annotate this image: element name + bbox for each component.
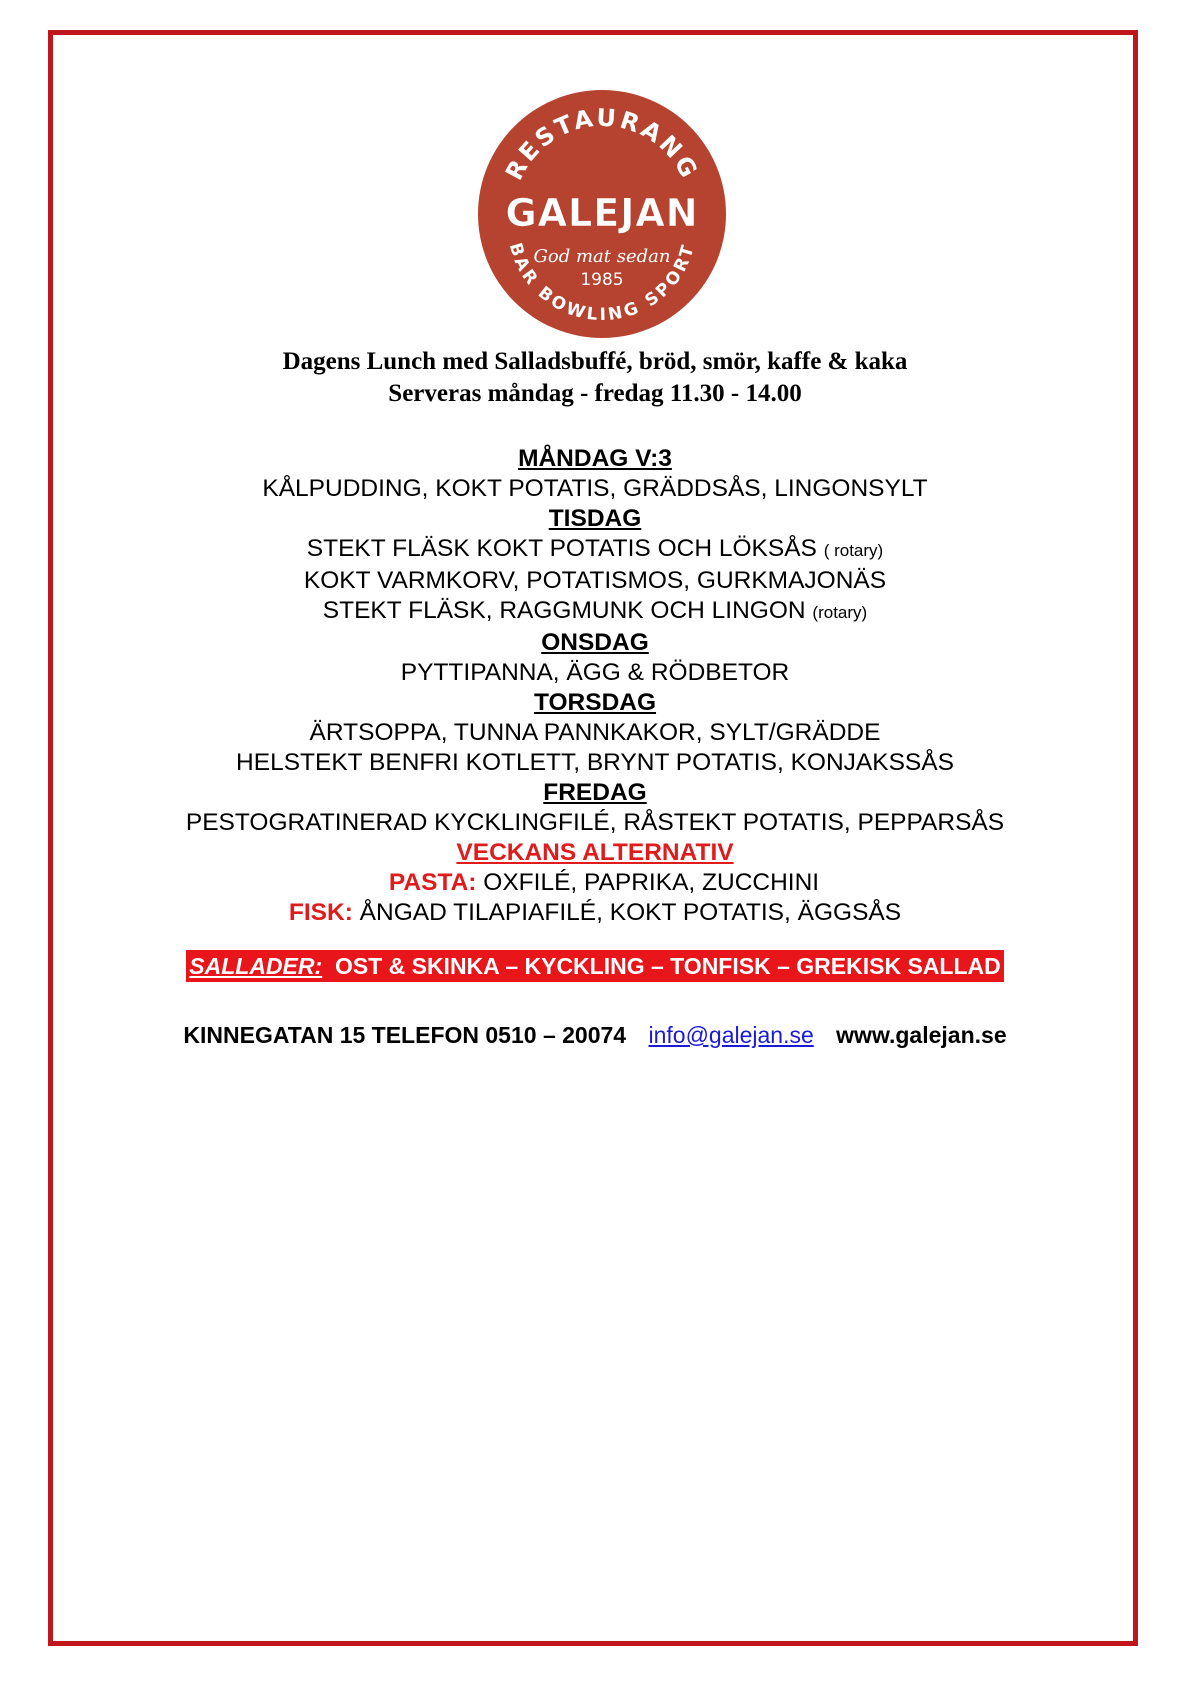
logo-arc-top: RESTAURANG [499,103,705,185]
menu-item-note: ( rotary) [823,541,884,560]
menu-item: PESTOGRATINERAD KYCKLINGFILÉ, RÅSTEKT POTATIS, PEPPARSÅS [185,809,1005,836]
day-heading-thursday: TORSDAG [533,689,657,716]
intro-line-2: Serveras måndag - fredag 11.30 - 14.00 [388,380,802,407]
logo-arc-bottom: BAR BOWLING SPORT [504,240,700,326]
menu-item: KOKT VARMKORV, POTATISMOS, GURKMAJONÄS [303,567,887,594]
logo-name: GALEJAN [505,191,699,235]
pasta-text: OXFILÉ, PAPRIKA, ZUCCHINI [483,869,820,896]
menu-item: KÅLPUDDING, KOKT POTATIS, GRÄDDSÅS, LINGONSYLT [262,475,928,502]
alternative-pasta [0,868,1190,898]
pasta-label: PASTA: [388,869,477,896]
salads-items: OST & SKINKA – KYCKLING – TONFISK – GREKISK SALLAD [334,953,1001,979]
menu-item-note: (rotary) [812,603,868,622]
menu-item [0,534,1190,566]
fish-label: FISK: [288,899,353,926]
alternatives-heading: VECKANS ALTERNATIV [456,839,734,866]
salads-label: SALLADER: [189,953,323,979]
fish-text: ÅNGAD TILAPIAFILÉ, KOKT POTATIS, ÄGGSÅS [359,899,902,926]
logo-year: 1985 [580,270,624,290]
website: www.galejan.se [836,1022,1007,1048]
lunch-intro [0,346,1190,410]
menu-item [0,596,1190,628]
email-link[interactable]: info@galejan.se [648,1022,814,1048]
day-heading-wednesday: ONSDAG [541,629,649,656]
day-heading-tuesday: TISDAG [548,505,642,532]
day-heading-friday: FREDAG [543,779,647,806]
contact-line [0,1019,1190,1051]
salads-section [0,950,1190,982]
weekly-menu [0,444,1190,928]
menu-item-text: STEKT FLÄSK KOKT POTATIS OCH LÖKSÅS [306,535,817,562]
alternative-fish [0,898,1190,928]
intro-line-1: Dagens Lunch med Salladsbuffé, bröd, smör, kaffe & kaka [282,348,908,375]
address-phone: KINNEGATAN 15 TELEFON 0510 – 20074 [183,1022,627,1048]
logo-tagline: God mat sedan [533,246,671,267]
menu-item: PYTTIPANNA, ÄGG & RÖDBETOR [400,659,790,686]
menu-item: HELSTEKT BENFRI KOTLETT, BRYNT POTATIS, KONJAKSSÅS [236,749,954,776]
menu-item: ÄRTSOPPA, TUNNA PANNKAKOR, SYLT/GRÄDDE [309,719,881,746]
salads-banner [186,950,1003,982]
menu-item-text: STEKT FLÄSK, RAGGMUNK OCH LINGON [322,597,806,624]
galejan-logo [474,86,730,342]
day-heading-monday: MÅNDAG V:3 [518,445,672,472]
